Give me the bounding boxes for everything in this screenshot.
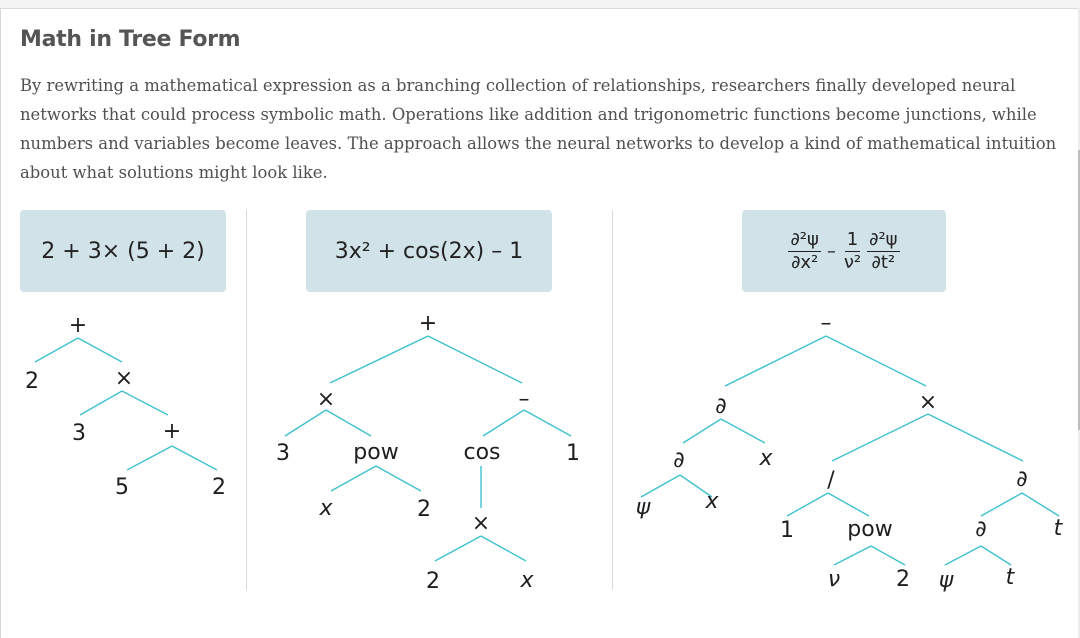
fraction-3-denominator: ∂t² — [871, 251, 896, 273]
article-description: By rewriting a mathematical expression as a branching collection of relationships, researchers finally developed neural networks that could process symbolic math. Operations like addition and trigonometric functions become junctions, while numbers and variables become leaves. The approach allows the neural networks to develop a kind of mathematical intuition about what solutions might look like. — [20, 76, 1057, 182]
edge — [481, 536, 526, 561]
node-1: 1 — [780, 518, 794, 543]
fraction-1-numerator: ∂²ψ — [790, 228, 819, 250]
edge — [127, 446, 172, 470]
edge — [35, 338, 78, 362]
edge — [524, 410, 571, 436]
edge — [172, 446, 217, 470]
edge — [326, 410, 371, 436]
node-partial-3: ∂ — [1016, 467, 1028, 492]
edge — [285, 410, 326, 436]
edge — [428, 336, 522, 383]
node-2: 2 — [25, 369, 39, 394]
edge — [945, 546, 981, 565]
edge — [828, 493, 869, 516]
edge — [435, 536, 481, 561]
edge — [725, 336, 826, 386]
node-partial-1: ∂ — [715, 394, 727, 419]
node-cos: cos — [463, 440, 501, 465]
fraction-3-numerator: ∂²ψ — [869, 228, 898, 250]
node-plus: + — [68, 313, 88, 338]
node-minus: – — [518, 387, 530, 412]
node-plus-2: + — [162, 419, 182, 444]
minus-operator: – — [826, 240, 836, 262]
node-x-1: x — [759, 446, 773, 471]
node-2: 2 — [417, 497, 431, 522]
edge — [981, 546, 1011, 565]
tree-2 — [276, 311, 580, 594]
fraction-1-denominator: ∂x² — [791, 251, 819, 273]
node-3: 3 — [276, 441, 290, 466]
node-pow: pow — [847, 517, 893, 542]
edge — [871, 546, 905, 565]
node-partial-4: ∂ — [975, 517, 987, 542]
node-psi: ψ — [635, 495, 651, 520]
edge — [928, 414, 1023, 461]
node-2b: 2 — [426, 569, 440, 594]
node-plus: + — [418, 311, 438, 336]
node-psi-2: ψ — [938, 568, 954, 593]
node-minus: – — [820, 311, 832, 336]
node-times-2: × — [471, 511, 491, 536]
edge — [641, 475, 680, 497]
node-divide: / — [827, 468, 835, 493]
article-title: Math in Tree Form — [20, 27, 241, 52]
edge — [376, 466, 421, 491]
edge — [1022, 493, 1059, 516]
node-x-2: x — [520, 568, 534, 593]
edge — [331, 466, 376, 491]
edge — [832, 414, 928, 461]
node-nu: ν — [827, 567, 841, 592]
node-2b: 2 — [212, 475, 226, 500]
fraction-2-denominator: ν² — [843, 251, 862, 273]
tree-1 — [25, 313, 226, 500]
node-3: 3 — [72, 421, 86, 446]
node-times: × — [918, 390, 938, 415]
edge — [78, 338, 122, 362]
edge — [981, 493, 1022, 516]
node-1: 1 — [566, 441, 580, 466]
edge — [80, 391, 122, 415]
node-partial-2: ∂ — [673, 448, 685, 473]
edge — [787, 493, 828, 516]
node-x-2: x — [705, 489, 719, 514]
node-t-2: t — [1005, 565, 1015, 590]
node-5: 5 — [115, 475, 129, 500]
edge — [826, 336, 926, 386]
node-t-1: t — [1053, 516, 1063, 541]
node-times: × — [316, 387, 336, 412]
formula-2: 3x² + cos(2x) – 1 — [334, 238, 524, 264]
edge — [330, 336, 428, 383]
node-2: 2 — [896, 567, 910, 592]
fraction-2-numerator: 1 — [846, 228, 859, 250]
formula-1: 2 + 3× (5 + 2) — [41, 238, 205, 264]
edge — [683, 419, 721, 443]
node-x: x — [319, 496, 333, 521]
edge — [834, 546, 871, 565]
node-times: × — [114, 366, 134, 391]
node-pow: pow — [353, 440, 399, 465]
tree-3 — [636, 311, 1064, 593]
edge — [721, 419, 765, 443]
edge — [483, 410, 524, 436]
edge — [122, 391, 168, 415]
